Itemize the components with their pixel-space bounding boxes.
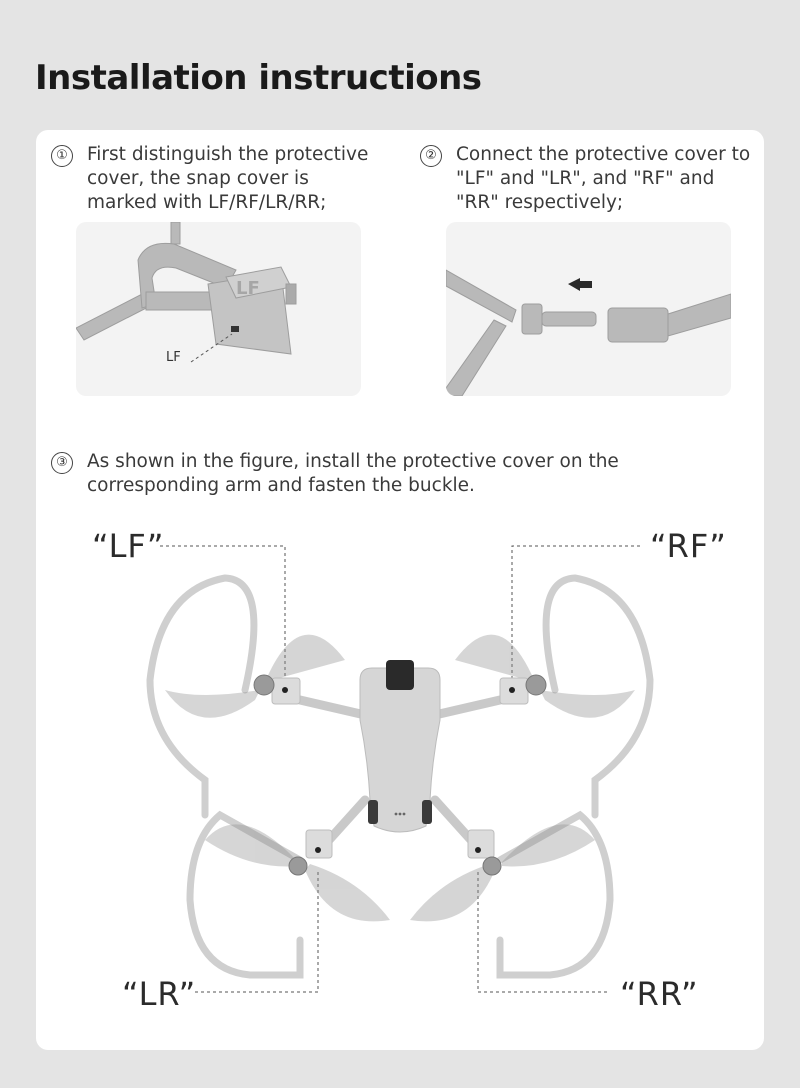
lr-prop-blade-2 [305,864,390,921]
rf-motor [526,675,546,695]
rf-leader-line [512,546,640,690]
lr-snap-cover [306,830,332,858]
rf-prop-blade-2 [540,690,635,718]
arm-label-rf: “RF” [650,527,727,565]
lf-motor [254,675,274,695]
step-3-number: ③ [51,452,73,474]
lf-arm [300,700,365,715]
step-3-text: As shown in the figure, install the protective cover on the corresponding arm and fasten the buckle. [87,451,619,496]
step-2-number: ② [420,145,442,167]
step-1-text: First distinguish the protective cover, the snap cover is marked with LF/RF/LR/RR; [87,144,369,213]
arm-label-lr: “LR” [122,975,197,1013]
page-title: Installation instructions [35,58,482,98]
lr-motor [289,857,307,875]
arm-label-rr: “RR” [620,975,699,1013]
lf-leader-line [160,546,285,690]
rr-prop-blade [502,824,595,866]
detail-lf-label: LF [166,350,181,365]
rf-arm [435,700,500,715]
lf-prop-blade [265,635,345,682]
drone-camera [386,660,414,690]
rr-snap-cover [468,830,494,858]
rr-motor [483,857,501,875]
step-1-number: ① [51,145,73,167]
rf-prop-blade [455,635,535,682]
arm-label-lf: “LF” [92,527,165,565]
step-2-text: Connect the protective cover to "LF" and "LR", and "RF" and "RR" respectively; [456,144,751,213]
rr-prop-blade-2 [410,864,495,921]
lr-prop-blade [205,824,298,866]
lf-prop-blade-2 [165,690,260,718]
svg-text:LF: LF [236,278,260,299]
